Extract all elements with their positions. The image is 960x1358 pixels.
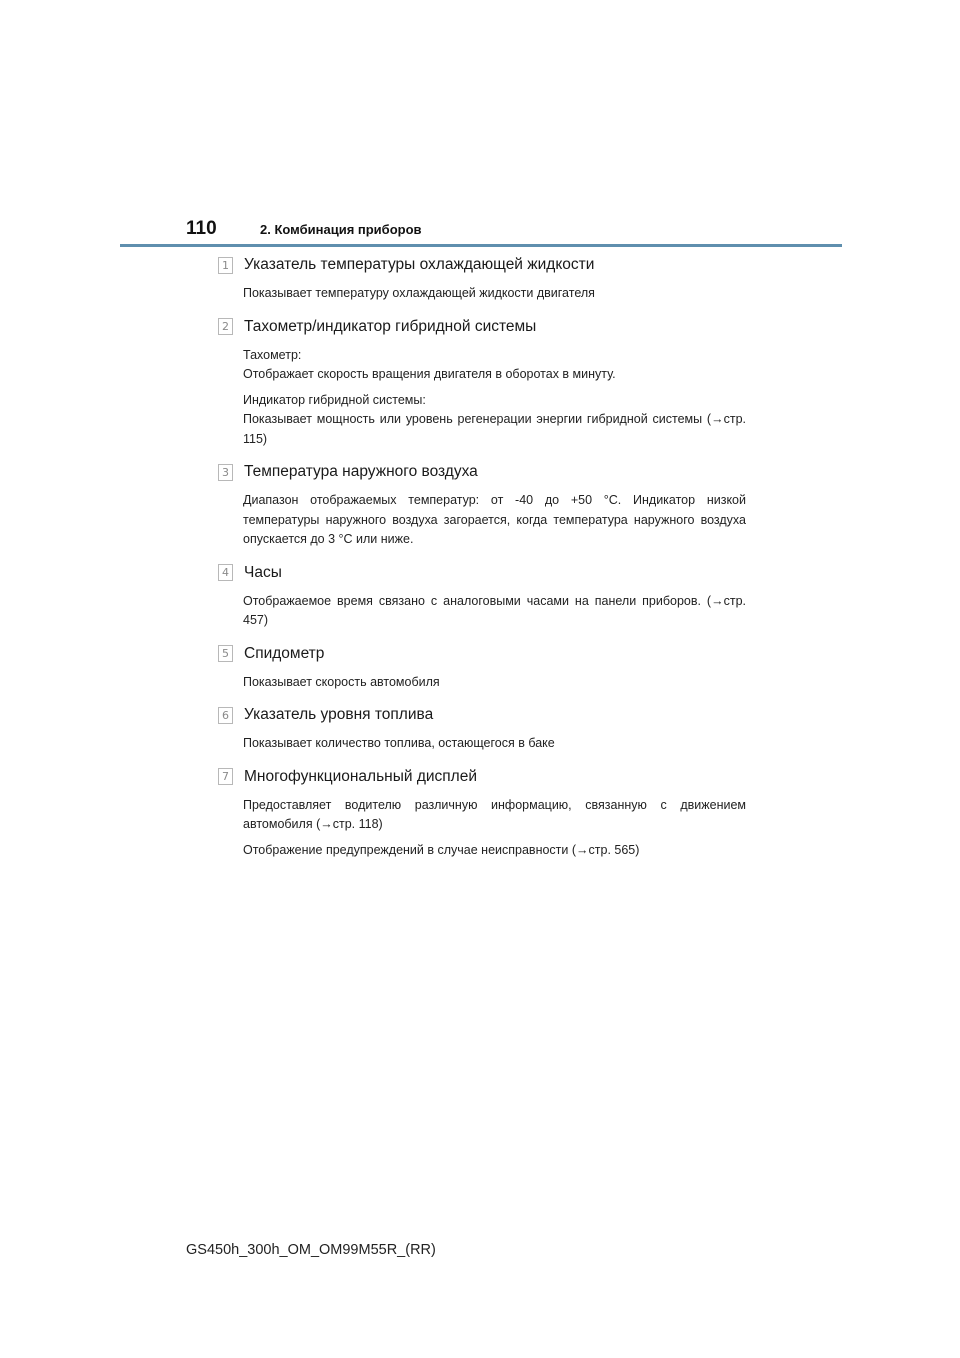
list-item [218,766,746,861]
item-paragraph: Показывает температуру охлаждающей жидкости двигателя [243,286,595,300]
item-heading [218,562,746,584]
list-item [218,704,746,754]
item-number-badge: 1 [218,257,233,274]
item-title: Температура наружного воздуха [244,463,478,480]
list-item [218,562,746,631]
item-number-badge: 7 [218,768,233,785]
list-item [218,254,746,304]
item-title: Указатель уровня топлива [244,706,434,723]
item-list [218,254,746,860]
item-paragraph: Показывает скорость автомобиля [243,674,440,689]
chapter-title: 2. Комбинация приборов [260,222,422,237]
item-heading [218,316,746,338]
item-title: Указатель температуры охлаждающей жидкости [244,256,595,273]
item-heading [218,643,746,665]
item-paragraph: Отображение предупреждений в случае неисправности (→стр. 565) [243,842,640,857]
item-paragraph: Тахометр: Отображает скорость вращения двигателя в оборотах в минуту. [243,347,616,381]
list-item [218,316,746,450]
item-heading [218,766,746,788]
item-number-badge: 3 [218,464,233,481]
item-title: Спидометр [244,644,325,662]
item-title: Тахометр/индикатор гибридной системы [244,317,537,335]
item-paragraph: Предоставляет водителю различную информацию, связанную с движением автомобиля (→стр. 118) [243,797,746,831]
item-paragraph: Диапазон отображаемых температур: от -40 до +50 °C. Индикатор низкой температуры наружного воздуха загорается, когда температура наружного воздуха опускается до 3 °C или ниже. [243,493,746,546]
item-title: Многофункциональный дисплей [244,767,477,785]
page-number: 110 [186,218,217,239]
item-number-badge: 2 [218,318,233,335]
item-heading [218,254,746,276]
item-number-badge: 5 [218,645,233,662]
item-paragraph: Индикатор гибридной системы: Показывает мощность или уровень регенерации энергии гибридной системы (→стр. 115) [243,392,746,446]
item-paragraph: Отображаемое время связано с аналоговыми часами на панели приборов. (→стр. 457) [243,593,746,627]
list-item [218,461,746,550]
list-item [218,643,746,693]
item-title: Часы [244,563,282,581]
item-heading [218,461,746,483]
footer-model-code: GS450h_300h_OM_OM99M55R_(RR) [186,1242,436,1258]
item-heading [218,704,746,726]
item-number-badge: 4 [218,564,233,581]
item-number-badge: 6 [218,707,233,724]
item-paragraph: Показывает количество топлива, остающегося в баке [243,736,555,750]
header-divider [120,244,842,247]
